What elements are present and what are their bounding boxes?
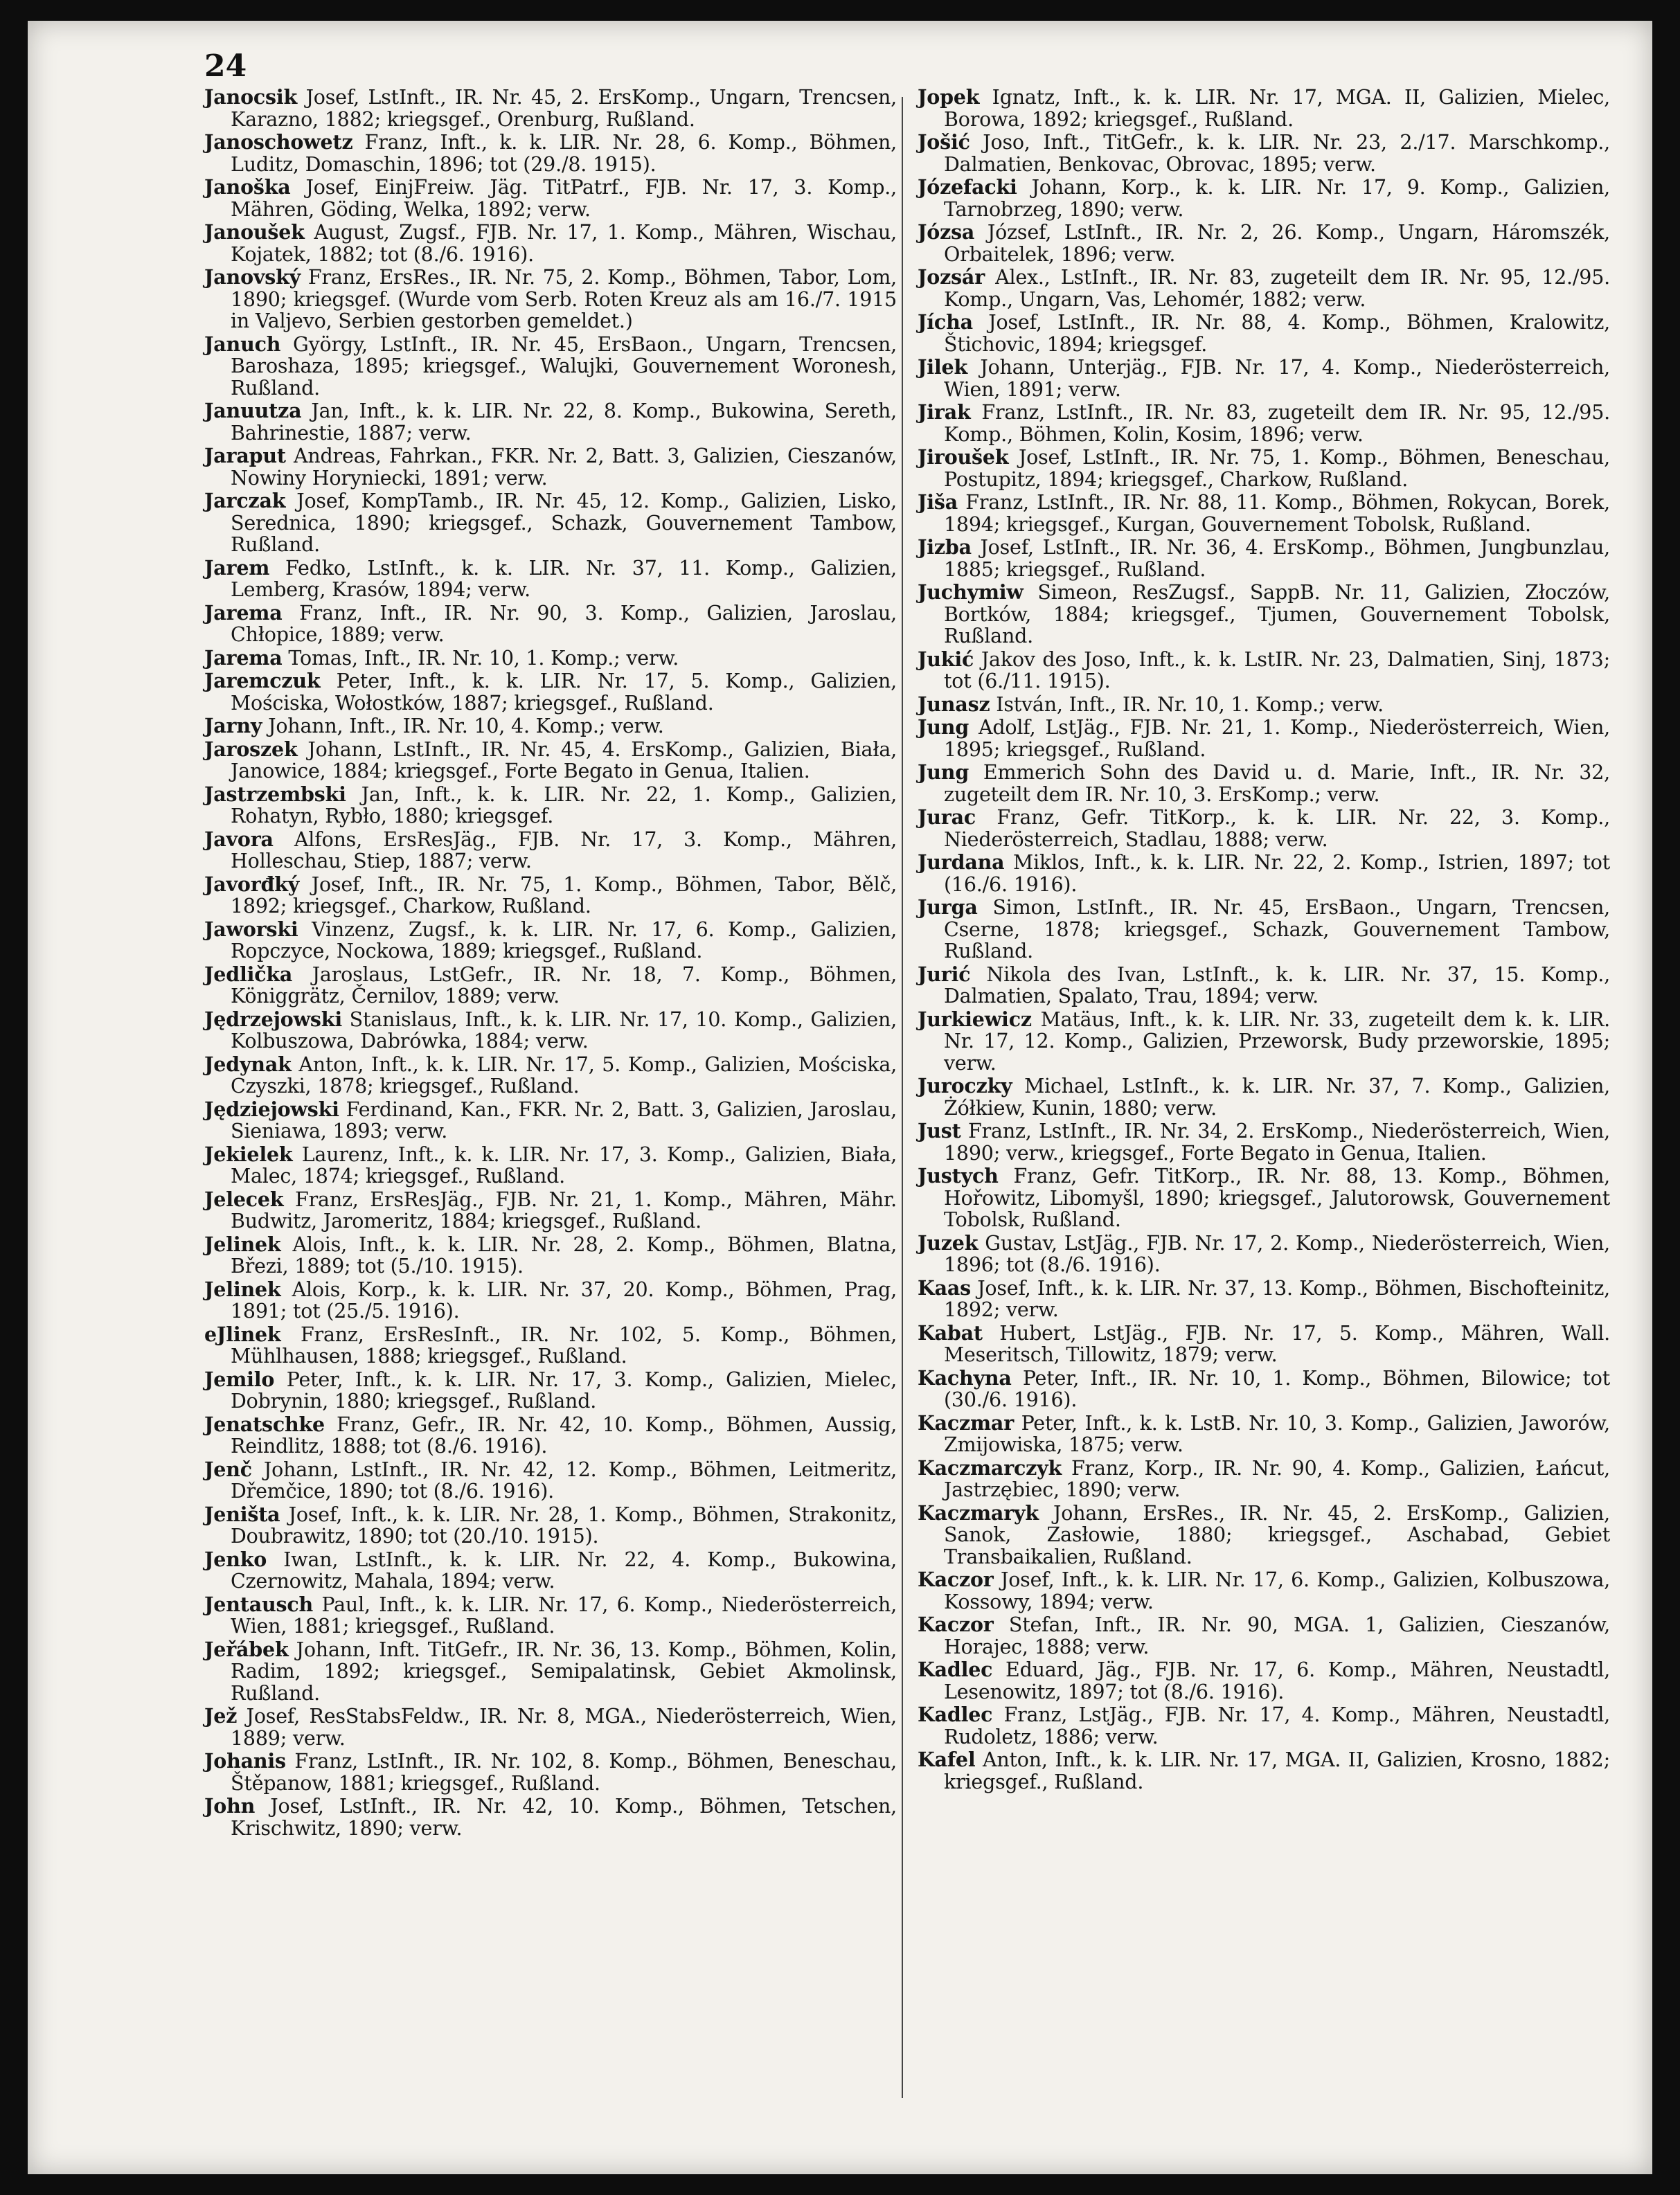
entry-surname: Jurga (918, 895, 978, 919)
register-entry (918, 1410, 1611, 1456)
register-entry (918, 1455, 1611, 1501)
register-entry (918, 1120, 1610, 1164)
register-entry (204, 1414, 897, 1458)
entry-surname: Kafel (918, 1748, 976, 1771)
entry-surname: Jedynak (204, 1052, 292, 1076)
entry-surname: Jędrzejowski (204, 1007, 342, 1031)
entry-details: Josef, ResStabsFeldw., IR. Nr. 8, MGA., Niederösterreich, Wien, 1889; verw. (231, 1705, 897, 1750)
entry-surname: Józsa (918, 220, 975, 244)
register-entry (918, 402, 1610, 445)
entry-surname: Janoschowetz (204, 130, 353, 154)
register-entry (204, 1369, 897, 1413)
entry-surname: Kabat (918, 1320, 983, 1345)
entry-surname: Janocsik (204, 85, 298, 109)
register-entry (204, 1504, 897, 1548)
entry-surname: Jež (204, 1704, 238, 1728)
register-entry (918, 1365, 1610, 1411)
register-entry (204, 1099, 897, 1143)
entry-surname: Kadlec (918, 1658, 993, 1681)
entry-details: Jan, Inft., k. k. LIR. Nr. 22, 1. Komp., Galizien, Rohatyn, Rybło, 1880; kriegsgef. (231, 782, 897, 827)
entry-surname: Jaworski (204, 917, 298, 941)
entry-surname: Jędziejowski (204, 1097, 339, 1121)
entry-surname: Javora (204, 827, 274, 851)
register-entry (204, 1795, 897, 1839)
entry-details: Franz, Korp., IR. Nr. 90, 4. Komp., Galizien, Łańcut, Jastrzębiec, 1890; verw. (944, 1456, 1611, 1501)
entry-surname: Kaczmaryk (918, 1500, 1039, 1525)
document-page (28, 21, 1652, 2174)
entry-details: Johann, Korp., k. k. LIR. Nr. 17, 9. Komp., Galizien, Tarnobrzeg, 1890; verw. (944, 176, 1610, 221)
entry-surname: Jiroušek (918, 445, 1009, 469)
entry-surname: Kaczor (918, 1568, 994, 1591)
page-number: 24 (204, 48, 247, 84)
entry-surname: Jurac (918, 805, 976, 829)
register-entry (204, 267, 897, 332)
entry-details: Ignatz, Inft., k. k. LIR. Nr. 17, MGA. II, Galizien, Mielec, Borowa, 1892; kriegsgef., Rußland. (944, 86, 1611, 131)
register-entry (918, 1320, 1610, 1366)
entry-surname: Janoška (204, 175, 291, 199)
entry-details: Josef, LstInft., IR. Nr. 75, 1. Komp., Böhmen, Beneschau, Postupitz, 1894; kriegsgef., Charkow, Rußland. (944, 446, 1610, 491)
entry-surname: Jeništa (204, 1502, 280, 1526)
entry-surname: Jaremczuk (204, 669, 321, 692)
entry-details: Johann, LstInft., IR. Nr. 45, 4. ErsKomp., Galizien, Biała, Janowice, 1884; kriegsgef., Forte Begato in Genua, Italien. (231, 737, 897, 782)
entry-surname: Jastrzembski (204, 782, 346, 806)
entry-details: István, Inft., IR. Nr. 10, 1. Komp.; verw. (996, 692, 1384, 716)
register-entry (204, 1189, 897, 1233)
entry-details: Johann, Unterjäg., FJB. Nr. 17, 4. Komp., Niederösterreich, Wien, 1891; verw. (944, 356, 1611, 401)
entry-details: Josef, LstInft., IR. Nr. 45, 2. ErsKomp., Ungarn, Trencsen, Karazno, 1882; kriegsgef., Orenburg, Rußland. (231, 86, 897, 131)
entry-details: Nikola des Ivan, LstInft., k. k. LIR. Nr. 37, 15. Komp., Dalmatien, Spalato, Trau, 1894; verw. (944, 962, 1611, 1007)
register-entry (204, 87, 897, 130)
register-entry (918, 694, 1610, 716)
register-entry (918, 357, 1610, 400)
register-entry (918, 852, 1610, 895)
register-entry (204, 874, 897, 917)
entry-details: Eduard, Jäg., FJB. Nr. 17, 6. Komp., Mähren, Neustadtl, Lesenowitz, 1897; tot (8./6. 1916). (944, 1658, 1611, 1703)
entry-surname: Jurkiewicz (918, 1007, 1032, 1031)
entry-surname: Kaas (918, 1275, 971, 1300)
register-entry (204, 1750, 897, 1794)
register-entry (918, 1275, 1610, 1321)
register-entry (204, 557, 897, 601)
register-entry (204, 222, 897, 265)
entry-details: Andreas, Fahrkan., FKR. Nr. 2, Batt. 3, Galizien, Cieszanów, Nowiny Horyniecki, 1891; verw. (231, 445, 897, 490)
entry-details: Josef, Inft., k. k. LIR. Nr. 28, 1. Komp., Böhmen, Strakonitz, Doubrawitz, 1890; tot (20./10. 1915). (231, 1503, 897, 1548)
entry-surname: Johanis (204, 1749, 286, 1773)
entry-surname: Jarema (204, 600, 283, 625)
register-entry (204, 1594, 897, 1638)
register-entry (918, 177, 1610, 220)
entry-surname: Jelecek (204, 1187, 284, 1211)
entry-details: Anton, Inft., k. k. LIR. Nr. 17, MGA. II, Galizien, Krosno, 1882; kriegsgef., Rußland. (944, 1748, 1610, 1793)
entry-details: Josef, KompTamb., IR. Nr. 45, 12. Komp., Galizien, Lisko, Serednica, 1890; kriegsgef., Schazk, Gouvernement Tambow, Rußland. (231, 490, 897, 556)
register-entry (204, 739, 897, 782)
entry-details: Franz, LstJäg., FJB. Nr. 17, 4. Komp., Mähren, Neustadtl, Rudoletz, 1886; verw. (944, 1703, 1610, 1748)
entry-details: Michael, LstInft., k. k. LIR. Nr. 37, 7. Komp., Galizien, Żółkiew, Kunin, 1880; verw. (944, 1075, 1610, 1120)
entry-surname: Jaroszek (204, 737, 298, 761)
register-entry (204, 784, 897, 827)
register-entry (918, 447, 1610, 490)
register-entry (204, 829, 897, 872)
entry-surname: Januutza (204, 399, 302, 422)
entry-details: Johann, LstInft., IR. Nr. 42, 12. Komp., Böhmen, Leitmeritz, Dřemčice, 1890; tot (8./6. 1916). (231, 1458, 897, 1503)
register-entry (204, 964, 897, 1007)
entry-details: Anton, Inft., k. k. LIR. Nr. 17, 5. Komp., Galizien, Mościska, Czyszki, 1878; kriegsgef., Rußland. (231, 1052, 897, 1098)
entry-details: Tomas, Inft., IR. Nr. 10, 1. Komp.; verw. (288, 646, 679, 670)
register-entry (204, 670, 897, 714)
entry-details: Emmerich Sohn des David u. d. Marie, Inft., IR. Nr. 32, zugeteilt dem IR. Nr. 10, 3. ErsKomp.; verw. (944, 761, 1610, 806)
entry-details: Franz, ErsRes., IR. Nr. 75, 2. Komp., Böhmen, Tabor, Lom, 1890; kriegsgef. (Wurde vom Serb. Roten Kreuz als am 16./7. 1915 in Valjevo, Serbien gestorben gemeldet.) (231, 266, 897, 332)
register-entry (204, 445, 897, 489)
entry-surname: Jentausch (204, 1592, 314, 1616)
entry-surname: Jícha (918, 310, 973, 334)
entry-details: Peter, Inft., k. k. LstB. Nr. 10, 3. Komp., Galizien, Jaworów, Zmijowiska, 1875; verw. (944, 1411, 1611, 1456)
entry-details: Jakov des Joso, Inft., k. k. LstIR. Nr. 23, Dalmatien, Sinj, 1873; tot (6./11. 1915). (944, 647, 1610, 692)
entry-details: Franz, Inft., IR. Nr. 90, 3. Komp., Galizien, Jaroslau, Chłopice, 1889; verw. (231, 601, 897, 646)
entry-surname: Jiša (918, 490, 958, 514)
register-entry (204, 1279, 897, 1323)
entry-surname: Jarny (204, 714, 262, 737)
register-entry (204, 490, 897, 556)
entry-details: Jan, Inft., k. k. LIR. Nr. 22, 8. Komp., Bukowina, Sereth, Bahrinestie, 1887; verw. (231, 400, 897, 445)
entry-surname: Jurdana (918, 850, 1005, 874)
register-entry (204, 1705, 897, 1749)
register-entry (918, 1704, 1610, 1748)
entry-surname: Jekielek (204, 1142, 293, 1166)
entry-details: Peter, Inft., k. k. LIR. Nr. 17, 3. Komp., Galizien, Mielec, Dobrynin, 1880; kriegsgef., Rußland. (231, 1368, 897, 1413)
entry-details: Hubert, LstJäg., FJB. Nr. 17, 5. Komp., Mähren, Wall. Meseritsch, Tillowitz, 1879; verw. (944, 1321, 1610, 1366)
entry-surname: Jenč (204, 1457, 252, 1481)
register-entry (918, 1749, 1610, 1793)
entry-details: Joso, Inft., TitGefr., k. k. LIR. Nr. 23, 2./17. Marschkomp., Dalmatien, Benkovac, Obrovac, 1895; verw. (944, 131, 1610, 176)
register-entry (918, 1569, 1610, 1613)
entry-details: Franz, ErsResJäg., FJB. Nr. 21, 1. Komp., Mähren, Mähr. Budwitz, Jaromeritz, 1884; kriegsgef., Rußland. (231, 1188, 897, 1233)
entry-details: Ferdinand, Kan., FKR. Nr. 2, Batt. 3, Galizien, Jaroslau, Sieniawa, 1893; verw. (231, 1098, 897, 1143)
register-entry (204, 1054, 897, 1098)
entry-details: Miklos, Inft., k. k. LIR. Nr. 22, 2. Komp., Istrien, 1897; tot (16./6. 1916). (944, 851, 1610, 896)
column-divider (902, 97, 903, 2098)
entry-surname: Jarczak (204, 489, 286, 512)
entry-surname: Jopek (918, 85, 980, 109)
entry-surname: Junasz (918, 692, 990, 716)
register-entry (204, 334, 897, 400)
register-entry (204, 647, 897, 670)
right-column (918, 87, 1610, 1794)
entry-surname: Kaczor (918, 1613, 994, 1636)
entry-details: Gustav, LstJäg., FJB. Nr. 17, 2. Komp., Niederösterreich, Wien, 1896; tot (8./6. 1916). (944, 1231, 1610, 1276)
entry-details: Alex., LstInft., IR. Nr. 83, zugeteilt dem IR. Nr. 95, 12./95. Komp., Ungarn, Vas, Lehomér, 1882; verw. (944, 266, 1611, 311)
entry-details: Johann, ErsRes., IR. Nr. 45, 2. ErsKomp., Galizien, Sanok, Zasłowie, 1880; kriegsgef., Aschabad, Gebiet Transbaikalien, Rußland. (944, 1501, 1610, 1568)
entry-surname: Jelinek (204, 1277, 281, 1301)
register-entry (204, 1459, 897, 1503)
entry-details: Simon, LstInft., IR. Nr. 45, ErsBaon., Ungarn, Trencsen, Cserne, 1878; kriegsgef., Schazk, Gouvernement Tambow, Rußland. (944, 896, 1610, 962)
left-column (204, 87, 897, 1840)
entry-details: Josef, Inft., k. k. LIR. Nr. 37, 13. Komp., Böhmen, Bischofteinitz, 1892; verw. (944, 1276, 1610, 1321)
entry-details: Josef, LstInft., IR. Nr. 42, 10. Komp., Böhmen, Tetschen, Krischwitz, 1890; verw. (231, 1795, 897, 1840)
register-entry (918, 1500, 1610, 1568)
entry-surname: Juzek (918, 1230, 978, 1255)
entry-surname: Janoušek (204, 220, 305, 244)
register-entry (204, 177, 897, 220)
register-entry (204, 1639, 897, 1705)
entry-details: Alfons, ErsResJäg., FJB. Nr. 17, 3. Komp., Mähren, Holleschau, Stiep, 1887; verw. (231, 827, 897, 872)
register-entry (204, 1549, 897, 1593)
entry-details: Franz, LstInft., IR. Nr. 88, 11. Komp., Böhmen, Rokycan, Borek, 1894; kriegsgef., Kurgan, Gouvernement Tobolsk, Rußland. (944, 491, 1610, 536)
register-entry (918, 582, 1610, 647)
entry-surname: Jarem (204, 555, 270, 580)
entry-details: Laurenz, Inft., k. k. LIR. Nr. 17, 3. Komp., Galizien, Biała, Malec, 1874; kriegsgef., Rußland. (231, 1143, 897, 1188)
register-entry (204, 400, 897, 444)
entry-details: Peter, Inft., IR. Nr. 10, 1. Komp., Böhmen, Bilowice; tot (30./6. 1916). (944, 1366, 1610, 1411)
register-entry (918, 1165, 1610, 1231)
entry-surname: Jeřábek (204, 1637, 289, 1661)
entry-details: Franz, Gefr. TitKorp., k. k. LIR. Nr. 22, 3. Komp., Niederösterreich, Stadlau, 1888; verw. (944, 806, 1610, 851)
register-entry (204, 1009, 897, 1052)
entry-details: Franz, LstInft., IR. Nr. 34, 2. ErsKomp., Niederösterreich, Wien, 1890; verw., kriegsgef., Forte Begato in Genua, Italien. (944, 1120, 1610, 1165)
entry-details: Jaroslaus, LstGefr., IR. Nr. 18, 7. Komp., Böhmen, Königgrätz, Černilov, 1889; verw. (231, 962, 897, 1007)
register-entry (918, 1659, 1610, 1703)
register-entry (918, 1075, 1610, 1119)
entry-surname: Jukić (918, 647, 974, 671)
entry-surname: Jung (918, 715, 969, 739)
register-entry (204, 1144, 897, 1188)
entry-surname: Kaczmar (918, 1410, 1015, 1435)
entry-surname: Jenatschke (204, 1412, 325, 1436)
entry-surname: John (204, 1794, 256, 1818)
register-entry (918, 312, 1610, 355)
register-entry (918, 717, 1610, 760)
entry-surname: Jung (918, 760, 969, 784)
register-entry (918, 492, 1610, 535)
entry-details: Simeon, ResZugsf., SappB. Nr. 11, Galizien, Złoczów, Bortków, 1884; kriegsgef., Tjumen, Gouvernement Tobolsk, Rußland. (944, 581, 1611, 647)
entry-surname: Jenko (204, 1547, 267, 1571)
entry-details: Franz, Inft., k. k. LIR. Nr. 28, 6. Komp., Böhmen, Luditz, Domaschin, 1896; tot (29./8. 1915). (231, 131, 897, 176)
entry-details: Alois, Inft., k. k. LIR. Nr. 28, 2. Komp., Böhmen, Blatna, Březi, 1889; tot (5./10. 1915). (231, 1233, 897, 1278)
register-entry (918, 87, 1610, 130)
entry-details: Josef, Inft., IR. Nr. 75, 1. Komp., Böhmen, Tabor, Bělč, 1892; kriegsgef., Charkow, Rußland. (231, 872, 897, 917)
entry-details: Matäus, Inft., k. k. LIR. Nr. 33, zugeteilt dem k. k. LIR. Nr. 17, 12. Komp., Galizien, Przeworsk, Budy przeworskie, 1895; verw. (944, 1007, 1611, 1075)
entry-surname: Jizba (918, 535, 972, 559)
register-entry (918, 1009, 1610, 1075)
entry-surname: Javorđký (204, 872, 300, 896)
entry-details: Vinzenz, Zugsf., k. k. LIR. Nr. 17, 6. Komp., Galizien, Ropczyce, Nockowa, 1889; kriegsgef., Rußland. (231, 917, 897, 962)
register-entry (204, 715, 897, 737)
entry-details: Franz, Gefr., IR. Nr. 42, 10. Komp., Böhmen, Aussig, Reindlitz, 1888; tot (8./6. 1916). (231, 1413, 897, 1458)
entry-surname: Jurić (918, 962, 971, 986)
entry-surname: Jilek (918, 355, 968, 379)
entry-surname: Jemilo (204, 1367, 275, 1391)
register-entry (918, 132, 1610, 175)
entry-details: György, LstInft., IR. Nr. 45, ErsBaon., Ungarn, Trencsen, Baroshaza, 1895; kriegsgef., Walujki, Gouvernement Woronesh, Rußland. (231, 332, 897, 400)
entry-details: Franz, ErsResInft., IR. Nr. 102, 5. Komp., Böhmen, Mühlhausen, 1888; kriegsgef., Rußland. (231, 1323, 897, 1368)
register-entry (918, 762, 1610, 805)
entry-details: Paul, Inft., k. k. LIR. Nr. 17, 6. Komp., Niederösterreich, Wien, 1881; kriegsgef., Rußland. (231, 1593, 897, 1638)
entry-surname: Juchymiw (918, 580, 1024, 604)
entry-surname: eJlinek (204, 1322, 281, 1346)
register-entry (918, 1230, 1610, 1276)
register-entry (918, 1614, 1610, 1658)
entry-surname: Just (918, 1119, 961, 1143)
entry-details: Franz, Gefr. TitKorp., IR. Nr. 88, 13. Komp., Böhmen, Hořowitz, Libomyšl, 1890; kriegsgef., Jalutorowsk, Gouvernement Tobolsk, Rußland. (944, 1165, 1610, 1231)
register-entry (204, 132, 897, 175)
register-entry (918, 964, 1610, 1007)
entry-details: Stanislaus, Inft., k. k. LIR. Nr. 17, 10. Komp., Galizien, Kolbuszowa, Dabrówka, 1884; verw. (231, 1007, 897, 1052)
register-entry (918, 222, 1610, 265)
entry-surname: Kachyna (918, 1365, 1012, 1390)
entry-surname: Jarema (204, 645, 283, 670)
entry-surname: Januch (204, 332, 281, 356)
register-entry (918, 807, 1610, 850)
register-entry (918, 537, 1610, 580)
entry-surname: Jedlička (204, 962, 293, 986)
entry-surname: Janovský (204, 265, 301, 289)
entry-details: Franz, LstInft., IR. Nr. 83, zugeteilt dem IR. Nr. 95, 12./95. Komp., Böhmen, Kolin, Kosim, 1896; verw. (944, 401, 1610, 446)
entry-surname: Juroczky (918, 1074, 1012, 1098)
entry-details: Franz, LstInft., IR. Nr. 102, 8. Komp., Böhmen, Beneschau, Štěpanow, 1881; kriegsgef., Rußland. (231, 1750, 897, 1795)
register-entry (918, 267, 1610, 310)
entry-details: Josef, LstInft., IR. Nr. 88, 4. Komp., Böhmen, Kralowitz, Štichovic, 1894; kriegsgef. (944, 311, 1610, 356)
entry-surname: Kaczmarczyk (918, 1455, 1062, 1480)
entry-surname: Jirak (918, 400, 971, 424)
entry-details: Iwan, LstInft., k. k. LIR. Nr. 22, 4. Komp., Bukowina, Czernowitz, Mahala, 1894; verw. (231, 1548, 897, 1593)
register-entry (204, 1324, 897, 1368)
register-entry (918, 649, 1610, 692)
register-entry (918, 897, 1610, 962)
entry-details: Josef, Inft., k. k. LIR. Nr. 17, 6. Komp., Galizien, Kolbuszowa, Kossowy, 1894; verw. (944, 1568, 1610, 1613)
entry-surname: Kadlec (918, 1703, 993, 1726)
register-entry (204, 1234, 897, 1278)
entry-surname: Jaraput (204, 444, 286, 467)
entry-details: Alois, Korp., k. k. LIR. Nr. 37, 20. Komp., Böhmen, Prag, 1891; tot (25./5. 1916). (231, 1278, 897, 1323)
register-entry (204, 602, 897, 646)
entry-details: Johann, Inft. TitGefr., IR. Nr. 36, 13. Komp., Böhmen, Kolin, Radim, 1892; kriegsgef., Semipalatinsk, Gebiet Akmolinsk, Rußland. (231, 1638, 897, 1705)
entry-details: Josef, LstInft., IR. Nr. 36, 4. ErsKomp., Böhmen, Jungbunzlau, 1885; kriegsgef., Rußland. (944, 536, 1611, 581)
entry-details: Josef, EinjFreiw. Jäg. TitPatrf., FJB. Nr. 17, 3. Komp., Mähren, Göding, Welka, 1892; verw. (231, 176, 897, 221)
entry-surname: Jošić (918, 130, 970, 154)
entry-details: Peter, Inft., k. k. LIR. Nr. 17, 5. Komp., Galizien, Mościska, Wołostków, 1887; kriegsgef., Rußland. (231, 670, 897, 715)
entry-details: Adolf, LstJäg., FJB. Nr. 21, 1. Komp., Niederösterreich, Wien, 1895; kriegsgef., Rußland. (944, 716, 1610, 761)
entry-details: Fedko, LstInft., k. k. LIR. Nr. 37, 11. Komp., Galizien, Lemberg, Krasów, 1894; verw. (231, 556, 897, 601)
entry-surname: Jozsár (918, 265, 985, 289)
entry-details: József, LstInft., IR. Nr. 2, 26. Komp., Ungarn, Háromszék, Orbaitelek, 1896; verw. (944, 221, 1610, 266)
entry-surname: Józefacki (918, 175, 1017, 199)
entry-details: Stefan, Inft., IR. Nr. 90, MGA. 1, Galizien, Cieszanów, Horajec, 1888; verw. (944, 1613, 1610, 1658)
entry-surname: Justych (918, 1164, 999, 1188)
entry-details: Johann, Inft., IR. Nr. 10, 4. Komp.; verw. (268, 715, 664, 737)
entry-surname: Jelinek (204, 1232, 281, 1256)
register-entry (204, 919, 897, 962)
entry-details: August, Zugsf., FJB. Nr. 17, 1. Komp., Mähren, Wischau, Kojatek, 1882; tot (8./6. 1916). (231, 221, 897, 266)
